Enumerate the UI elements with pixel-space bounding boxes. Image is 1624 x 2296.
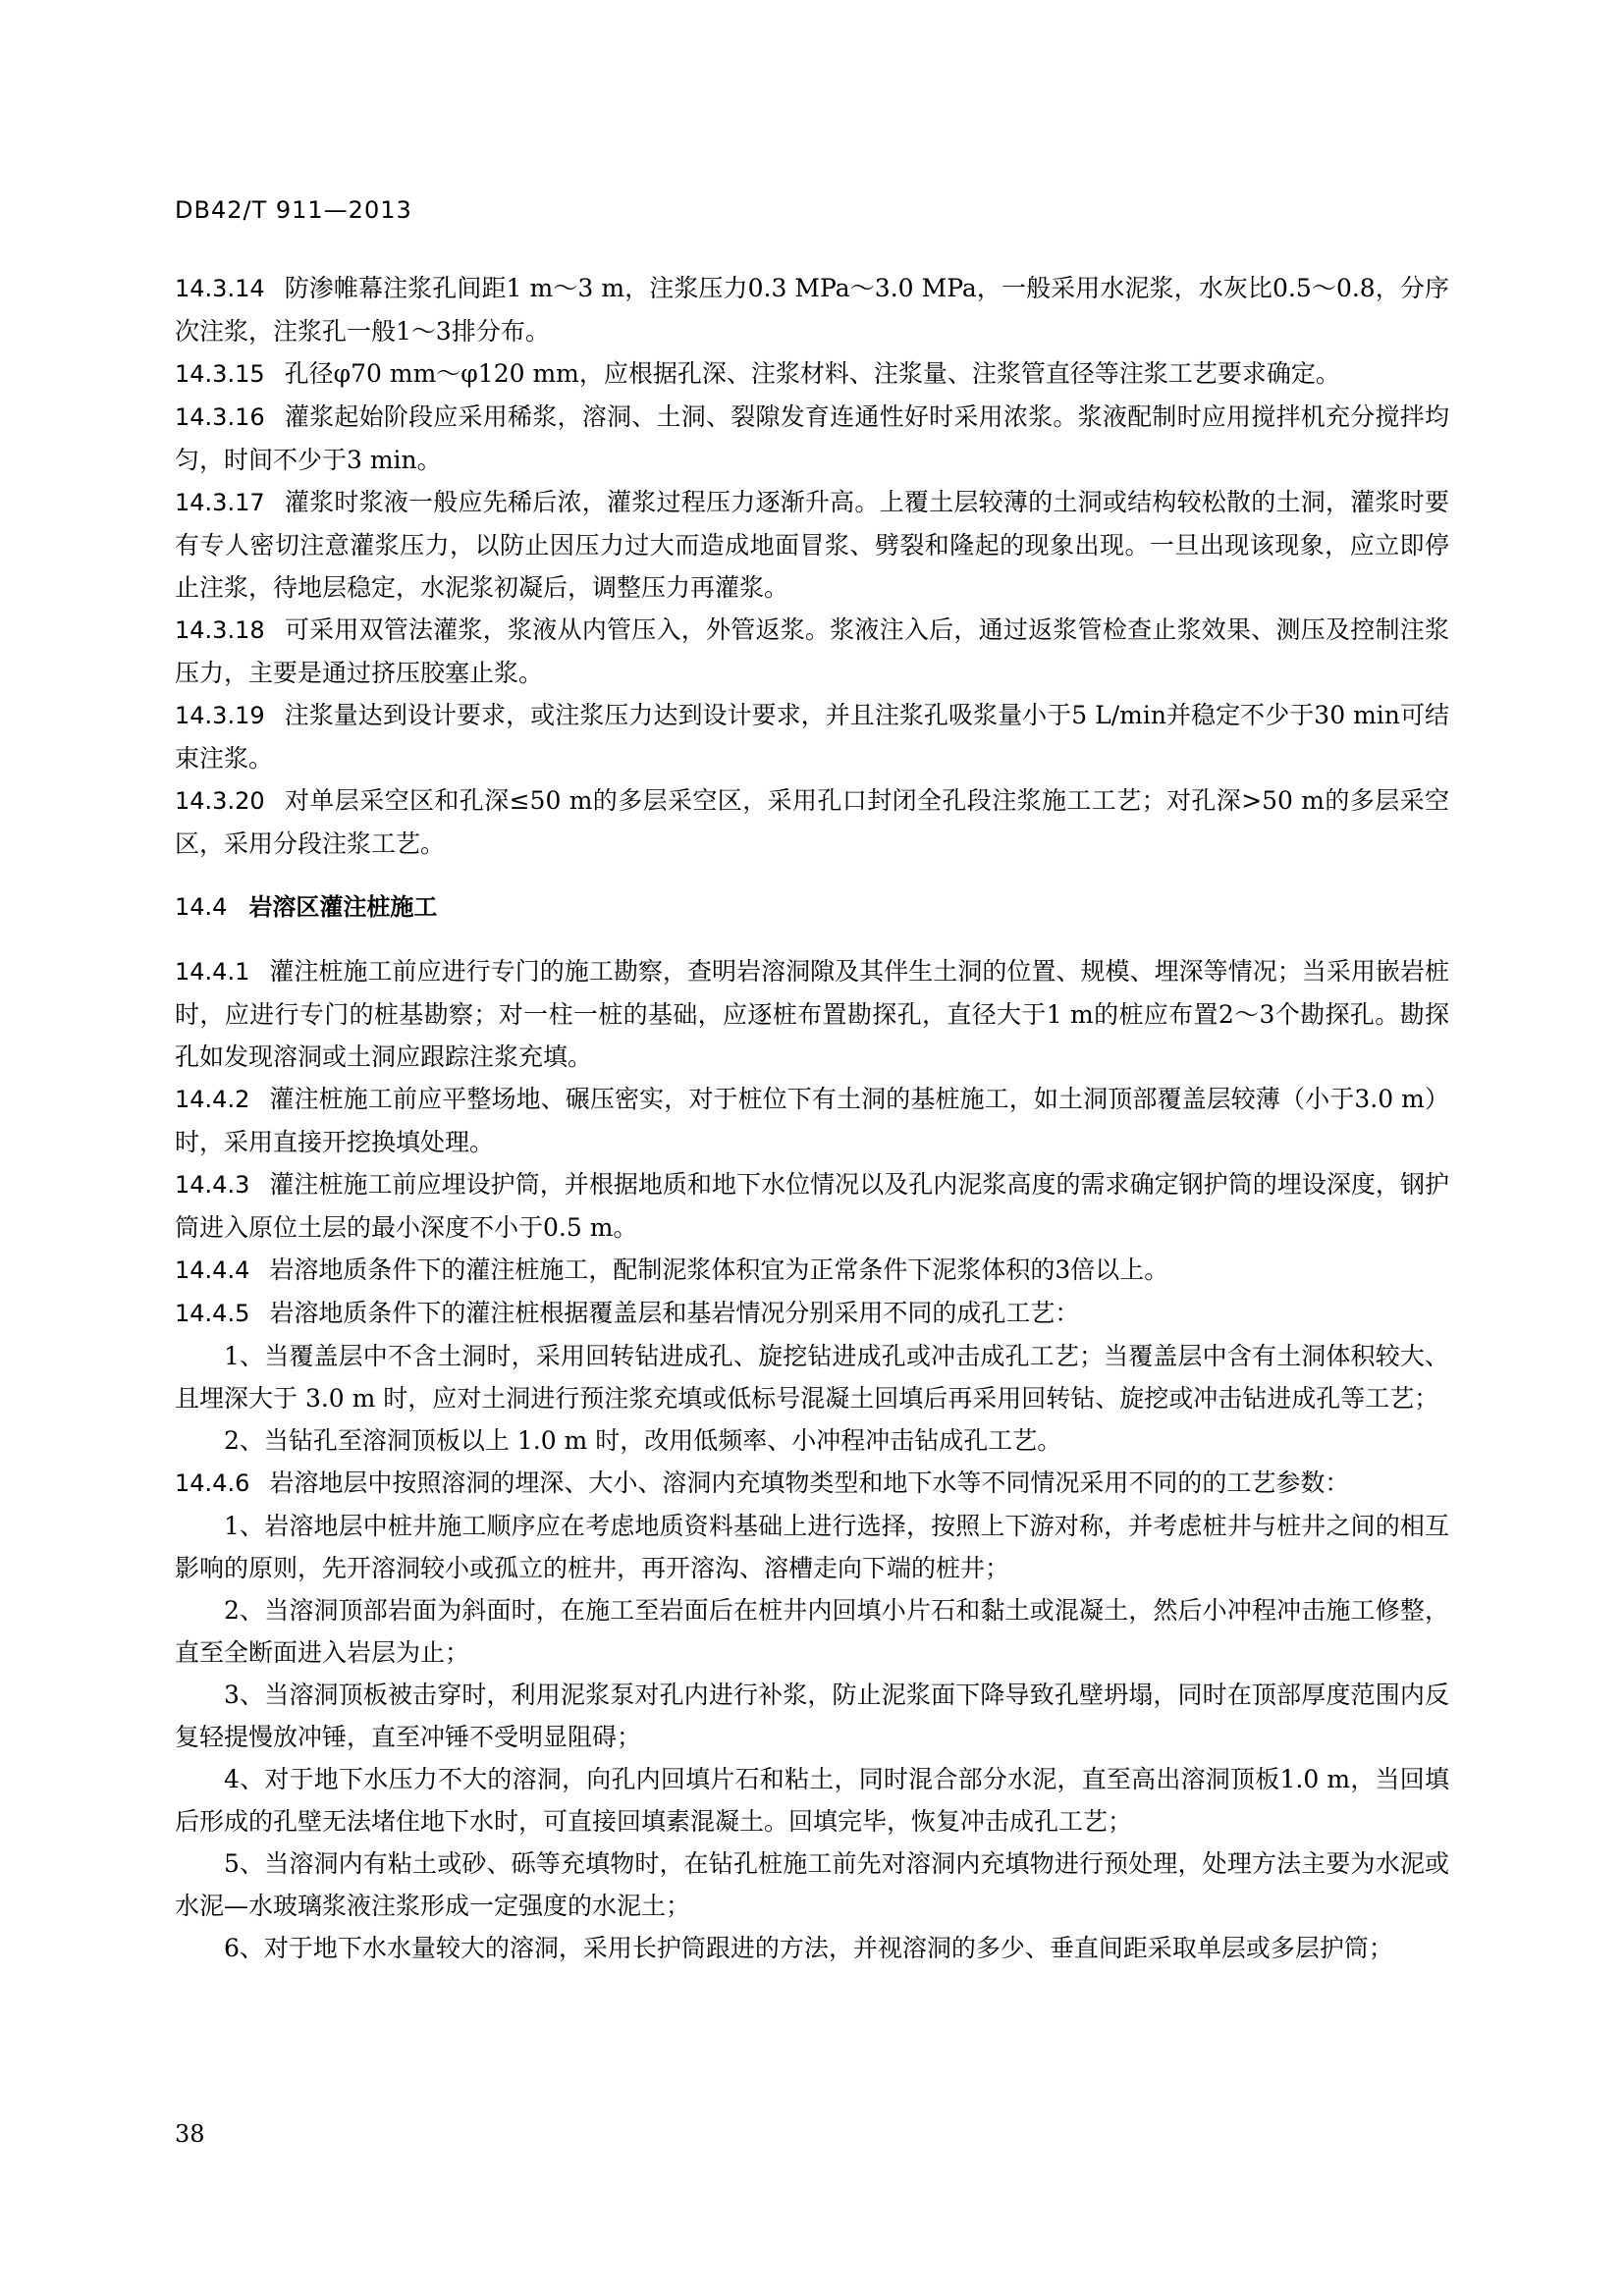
clause-text: 岩溶地层中按照溶洞的埋深、大小、溶洞内充填物类型和地下水等不同情况采用不同的的工艺参数： (269, 1468, 1350, 1497)
document-body (175, 267, 1449, 1969)
list-item: 1、岩溶地层中桩井施工顺序应在考虑地质资料基础上进行选择，按照上下游对称，并考虑桩井与桩井之间的相互影响的原则，先开溶洞较小或孤立的桩井，再开溶沟、溶槽走向下端的桩井； (175, 1512, 1449, 1582)
page-number: 38 (175, 2120, 205, 2148)
clause-text: 灌注桩施工前应平整场地、碾压密实，对于桩位下有土洞的基桩施工，如土洞顶部覆盖层较薄（小于3.0 m）时，采用直接开挖换填处理。 (175, 1085, 1449, 1156)
clause-number: 14.3.17 (175, 489, 265, 516)
clause-text: 孔径φ70 mm～φ120 mm，应根据孔深、注浆材料、注浆量、注浆管直径等注浆工艺要求确定。 (284, 359, 1340, 388)
clause-number: 14.4.1 (175, 958, 250, 986)
section-heading-14-4 (175, 886, 1449, 929)
clause-14-3-16 (175, 396, 1449, 481)
list-item: 1、当覆盖层中不含土洞时，采用回转钻进成孔、旋挖钻进成孔或冲击成孔工艺；当覆盖层中含有土洞体积较大、且埋深大于 3.0 m 时，应对土洞进行预注浆充填或低标号混凝土回填后再采用回转钻、旋挖或冲击钻进成孔等工艺； (175, 1342, 1449, 1413)
clause-text: 可采用双管法灌浆，浆液从内管压入，外管返浆。浆液注入后，通过返浆管检查止浆效果、测压及控制注浆压力，主要是通过挤压胶塞止浆。 (175, 615, 1449, 687)
clause-14-3-17 (175, 481, 1449, 609)
clause-text: 防渗帷幕注浆孔间距1 m～3 m，注浆压力0.3 MPa～3.0 MPa，一般采用水泥浆，水灰比0.5～0.8，分序次注浆，注浆孔一般1～3排分布。 (175, 274, 1449, 346)
clause-text: 灌注桩施工前应埋设护筒，并根据地质和地下水位情况以及孔内泥浆高度的需求确定钢护筒的埋设深度，钢护筒进入原位土层的最小深度不小于0.5 m。 (175, 1170, 1449, 1242)
clause-14-3-14 (175, 267, 1449, 352)
clause-number: 14.4.2 (175, 1086, 250, 1113)
clause-text: 对单层采空区和孔深≤50 m的多层采空区，采用孔口封闭全孔段注浆施工工艺；对孔深>50 m的多层采空区，采用分段注浆工艺。 (175, 786, 1449, 858)
list-item: 5、当溶洞内有粘土或砂、砾等充填物时，在钻孔桩施工前先对溶洞内充填物进行预处理，处理方法主要为水泥或水泥—水玻璃浆液注浆形成一定强度的水泥土； (175, 1849, 1449, 1920)
list-item: 3、当溶洞顶板被击穿时，利用泥浆泵对孔内进行补浆，防止泥浆面下降导致孔壁坍塌，同时在顶部厚度范围内反复轻提慢放冲锤，直至冲锤不受明显阻碍； (175, 1681, 1449, 1751)
list-item: 6、对于地下水水量较大的溶洞，采用长护筒跟进的方法，并视溶洞的多少、垂直间距采取单层或多层护筒； (224, 1934, 1393, 1962)
clause-14-3-20 (175, 779, 1449, 865)
clause-number: 14.3.16 (175, 403, 265, 431)
clause-text: 灌注桩施工前应进行专门的施工勘察，查明岩溶洞隙及其伴生土洞的位置、规模、埋深等情况；当采用嵌岩桩时，应进行专门的桩基勘察；对一柱一桩的基础，应逐桩布置勘探孔，直径大于1 m的桩应布置2～3个勘探孔。勘探孔如发现溶洞或土洞应跟踪注浆充填。 (175, 957, 1449, 1071)
list-item: 2、当钻孔至溶洞顶板以上 1.0 m 时，改用低频率、小冲程冲击钻成孔工艺。 (224, 1426, 1062, 1455)
clause-text: 注浆量达到设计要求，或注浆压力达到设计要求，并且注浆孔吸浆量小于5 L/min并稳定不少于30 min可结束注浆。 (175, 701, 1449, 773)
clause-14-4-6 (175, 1462, 1449, 1505)
clause-14-3-18 (175, 609, 1449, 694)
clause-text: 灌浆起始阶段应采用稀浆，溶洞、土洞、裂隙发育连通性好时采用浓浆。浆液配制时应用搅拌机充分搅拌均匀，时间不少于3 min。 (175, 402, 1449, 474)
clause-14-4-2 (175, 1078, 1449, 1163)
clause-number: 14.3.18 (175, 616, 265, 644)
list-item: 2、当溶洞顶部岩面为斜面时，在施工至岩面后在桩井内回填小片石和黏土或混凝土，然后小冲程冲击施工修整，直至全断面进入岩层为止； (175, 1596, 1449, 1667)
section-number: 14.4 (175, 893, 228, 921)
clause-14-4-5 (175, 1292, 1449, 1335)
clause-14-3-19 (175, 694, 1449, 779)
clause-14-4-3 (175, 1163, 1449, 1249)
clause-number: 14.3.15 (175, 360, 265, 388)
clause-14-4-1 (175, 950, 1449, 1078)
clause-number: 14.3.20 (175, 787, 265, 815)
clause-14-3-15 (175, 352, 1449, 396)
clause-number: 14.4.4 (175, 1256, 250, 1284)
clause-number: 14.3.14 (175, 275, 265, 302)
clause-text: 岩溶地质条件下的灌注桩根据覆盖层和基岩情况分别采用不同的成孔工艺： (269, 1299, 1080, 1327)
section-title: 岩溶区灌注桩施工 (248, 893, 438, 921)
clause-number: 14.3.19 (175, 702, 265, 729)
clause-number: 14.4.3 (175, 1171, 250, 1199)
clause-number: 14.4.6 (175, 1469, 250, 1497)
document-code-header: DB42/T 911—2013 (175, 196, 412, 224)
clause-14-4-4 (175, 1249, 1449, 1292)
list-item: 4、对于地下水压力不大的溶洞，向孔内回填片石和粘土，同时混合部分水泥，直至高出溶洞顶板1.0 m，当回填后形成的孔壁无法堵住地下水时，可直接回填素混凝土。回填完毕，恢复冲击成孔工艺； (175, 1765, 1449, 1836)
clause-text: 岩溶地质条件下的灌注桩施工，配制泥浆体积宜为正常条件下泥浆体积的3倍以上。 (269, 1255, 1169, 1284)
clause-number: 14.4.5 (175, 1300, 250, 1327)
clause-text: 灌浆时浆液一般应先稀后浓，灌浆过程压力逐渐升高。上覆土层较薄的土洞或结构较松散的土洞，灌浆时要有专人密切注意灌浆压力，以防止因压力过大而造成地面冒浆、劈裂和隆起的现象出现。一旦出现该现象，应立即停止注浆，待地层稳定，水泥浆初凝后，调整压力再灌浆。 (175, 488, 1449, 602)
